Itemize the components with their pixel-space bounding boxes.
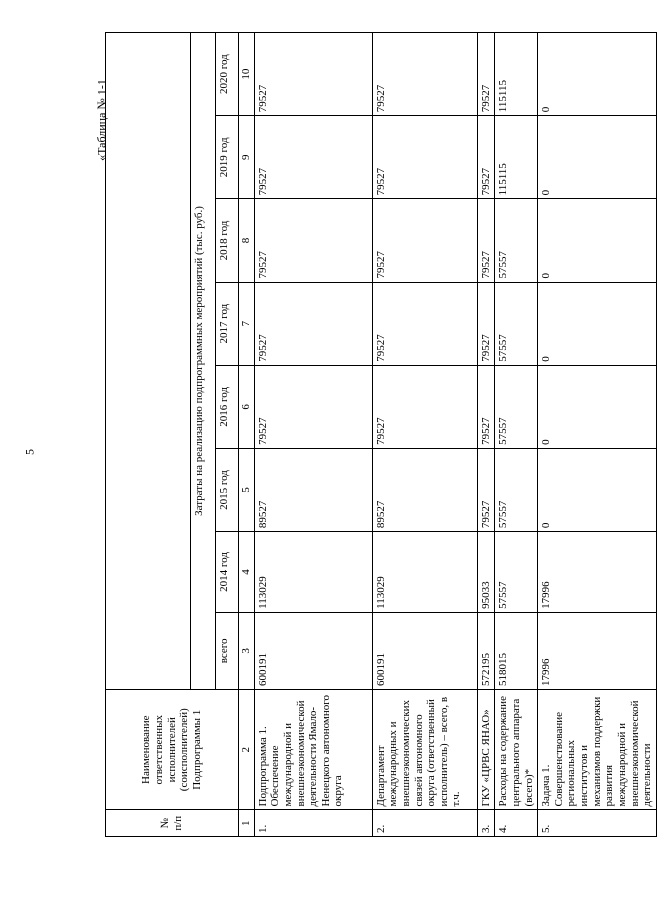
row-value: 95033 bbox=[477, 532, 495, 613]
row-value: 113029 bbox=[254, 532, 372, 613]
header-number: № п/п bbox=[106, 810, 239, 837]
header-name: Наименование ответственных исполнителей (соисполнителей) Подпрограммы 1 bbox=[106, 689, 239, 810]
header-year: 2018 год bbox=[216, 199, 239, 282]
header-costs-title: Затраты на реализацию подпрограммных мероприятий (тыс. руб.) bbox=[191, 33, 216, 690]
row-value: 79527 bbox=[254, 199, 372, 282]
column-number: 4 bbox=[239, 532, 255, 613]
row-value: 0 bbox=[538, 33, 657, 116]
row-total: 600191 bbox=[372, 612, 477, 689]
table-row bbox=[495, 33, 538, 837]
column-number: 1 bbox=[239, 810, 255, 837]
row-value: 57557 bbox=[495, 282, 538, 365]
table-row bbox=[477, 33, 495, 837]
row-total: 518015 bbox=[495, 612, 538, 689]
page-number: 5 bbox=[22, 449, 37, 455]
row-value: 79527 bbox=[254, 116, 372, 199]
header-total: всего bbox=[216, 612, 239, 689]
row-total: 17996 bbox=[538, 612, 657, 689]
table-row bbox=[372, 33, 477, 837]
row-value: 79527 bbox=[372, 199, 477, 282]
header-year: 2015 год bbox=[216, 448, 239, 531]
row-value: 79527 bbox=[254, 282, 372, 365]
row-value: 79527 bbox=[477, 199, 495, 282]
header-year: 2019 год bbox=[216, 116, 239, 199]
row-number: 4. bbox=[495, 810, 538, 837]
header-row bbox=[106, 33, 191, 837]
header-year: 2020 год bbox=[216, 33, 239, 116]
row-value: 57557 bbox=[495, 448, 538, 531]
row-value: 115115 bbox=[495, 33, 538, 116]
row-value: 0 bbox=[538, 282, 657, 365]
row-value: 79527 bbox=[477, 33, 495, 116]
row-name: Задача 1. Совершенствование региональных институтов и механизмов поддержки развития международной и внешнеэкономической деятельности bbox=[538, 689, 657, 810]
row-value: 79527 bbox=[477, 365, 495, 448]
row-value: 79527 bbox=[372, 365, 477, 448]
row-name: ГКУ «ЦРВС ЯНАО» bbox=[477, 689, 495, 810]
row-value: 0 bbox=[538, 448, 657, 531]
row-value: 89527 bbox=[372, 448, 477, 531]
column-number: 3 bbox=[239, 612, 255, 689]
row-total: 572195 bbox=[477, 612, 495, 689]
row-value: 79527 bbox=[372, 33, 477, 116]
row-value: 79527 bbox=[477, 116, 495, 199]
row-value: 0 bbox=[538, 116, 657, 199]
header-year: 2014 год bbox=[216, 532, 239, 613]
table-row bbox=[254, 33, 372, 837]
table-row bbox=[538, 33, 657, 837]
column-number: 6 bbox=[239, 365, 255, 448]
rotated-table-frame bbox=[105, 32, 654, 837]
row-value: 0 bbox=[538, 199, 657, 282]
row-value: 115115 bbox=[495, 116, 538, 199]
row-value: 79527 bbox=[477, 448, 495, 531]
row-value: 79527 bbox=[372, 116, 477, 199]
row-number: 1. bbox=[254, 810, 372, 837]
column-number: 7 bbox=[239, 282, 255, 365]
row-value: 79527 bbox=[254, 33, 372, 116]
row-value: 79527 bbox=[372, 282, 477, 365]
row-value: 79527 bbox=[254, 365, 372, 448]
row-value: 89527 bbox=[254, 448, 372, 531]
row-value: 57557 bbox=[495, 365, 538, 448]
row-value: 0 bbox=[538, 365, 657, 448]
budget-table bbox=[105, 32, 657, 837]
row-total: 600191 bbox=[254, 612, 372, 689]
row-name: Расходы на содержание центрального аппарата (всего)* bbox=[495, 689, 538, 810]
row-value: 57557 bbox=[495, 532, 538, 613]
column-number: 2 bbox=[239, 689, 255, 810]
column-number: 10 bbox=[239, 33, 255, 116]
column-number: 9 bbox=[239, 116, 255, 199]
header-year: 2016 год bbox=[216, 365, 239, 448]
table-reference: «Таблица № 1-1 bbox=[94, 79, 109, 161]
table-container bbox=[105, 32, 654, 837]
column-number-row bbox=[239, 33, 255, 837]
column-number: 8 bbox=[239, 199, 255, 282]
row-value: 17996 bbox=[538, 532, 657, 613]
row-value: 79527 bbox=[477, 282, 495, 365]
row-name: Департамент международных и внешнеэкономических связей автономного округа (ответственный исполнитель) – всего, в т.ч. bbox=[372, 689, 477, 810]
header-year: 2017 год bbox=[216, 282, 239, 365]
row-number: 5. bbox=[538, 810, 657, 837]
row-value: 57557 bbox=[495, 199, 538, 282]
header-costs bbox=[106, 33, 191, 690]
row-value: 113029 bbox=[372, 532, 477, 613]
row-number: 2. bbox=[372, 810, 477, 837]
row-number: 3. bbox=[477, 810, 495, 837]
row-name: Подпрограмма 1. Обеспечение международной и внешнеэкономической деятельности Ямало-Ненецкого автономного округа bbox=[254, 689, 372, 810]
column-number: 5 bbox=[239, 448, 255, 531]
